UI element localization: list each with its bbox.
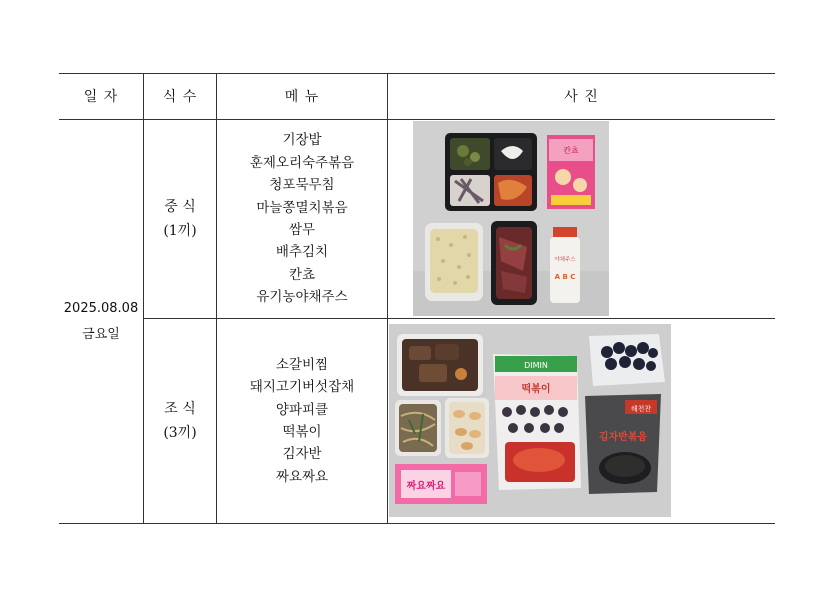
menu-item: 훈제오리숙주볶음	[249, 154, 355, 171]
header-count-label: 식 수	[162, 89, 198, 105]
lunch-photo	[413, 121, 609, 316]
cancho-label: 칸쵸	[563, 146, 579, 155]
rice-container	[425, 223, 483, 301]
menu-item: 칸쵸	[288, 266, 316, 283]
header-photo-label: 사 진	[564, 89, 599, 105]
japchae-container	[395, 400, 441, 456]
day-text: 금요일	[82, 326, 120, 342]
header-menu-label: 메 뉴	[284, 89, 320, 105]
juice-bottle	[550, 227, 580, 303]
juice-letters: A B C	[554, 273, 576, 281]
header-photo	[388, 73, 775, 119]
menu-item: 쌈무	[288, 222, 316, 238]
meal-lunch-cell	[144, 120, 216, 318]
header-menu	[217, 73, 387, 119]
juice-label: 야채주스	[554, 257, 576, 263]
tteok-brand: DIMIN	[524, 361, 548, 370]
menu-breakfast-cell	[217, 319, 387, 523]
menu-item: 배추김치	[275, 244, 329, 261]
menu-item: 유기농야채주스	[256, 289, 348, 306]
gimjaban-pouch	[585, 394, 661, 494]
meal-lunch-count: (1끼)	[163, 223, 197, 239]
tteokbokki-bag	[493, 354, 581, 490]
header-count	[144, 73, 216, 119]
menu-item: 소갈비찜	[275, 356, 329, 373]
breakfast-photo	[389, 324, 671, 517]
meal-lunch-name: 중 식	[164, 199, 196, 215]
gimjaban-brand: 해천찬	[630, 405, 652, 413]
header-date-label: 일 자	[83, 89, 119, 105]
meal-breakfast-cell	[144, 319, 216, 523]
gimjaban-name: 김자반볶음	[598, 432, 648, 443]
meal-breakfast-count: (3끼)	[163, 425, 197, 441]
tteok-bag-label: 떡볶이	[521, 384, 551, 395]
col-divider-3	[387, 73, 388, 523]
tteokbokki-container	[445, 398, 489, 458]
table-bottom-border	[59, 523, 775, 524]
menu-item: 김자반	[282, 446, 322, 463]
menu-lunch-cell	[217, 120, 387, 318]
jjayo-label: 짜요짜요	[406, 481, 446, 492]
menu-item: 기장밥	[282, 132, 322, 149]
date-cell	[59, 120, 143, 523]
cancho-box	[547, 135, 595, 209]
header-date	[59, 73, 143, 119]
menu-item: 떡볶이	[282, 424, 322, 440]
meal-breakfast-name: 조 식	[164, 401, 196, 417]
menu-item: 청포묵무침	[269, 177, 335, 194]
menu-item: 양파피클	[275, 401, 329, 418]
blueberry-pack	[589, 334, 665, 386]
duck-dish-container	[491, 221, 537, 305]
menu-item: 마늘쫑멸치볶음	[256, 199, 348, 216]
menu-item: 짜요짜요	[275, 468, 329, 485]
menu-item: 돼지고기버섯잡채	[249, 379, 355, 396]
jjayo-box	[395, 464, 487, 504]
date-text: 2025.08.08	[63, 300, 139, 316]
galbi-container	[397, 334, 483, 396]
side-dish-tray	[445, 133, 537, 211]
